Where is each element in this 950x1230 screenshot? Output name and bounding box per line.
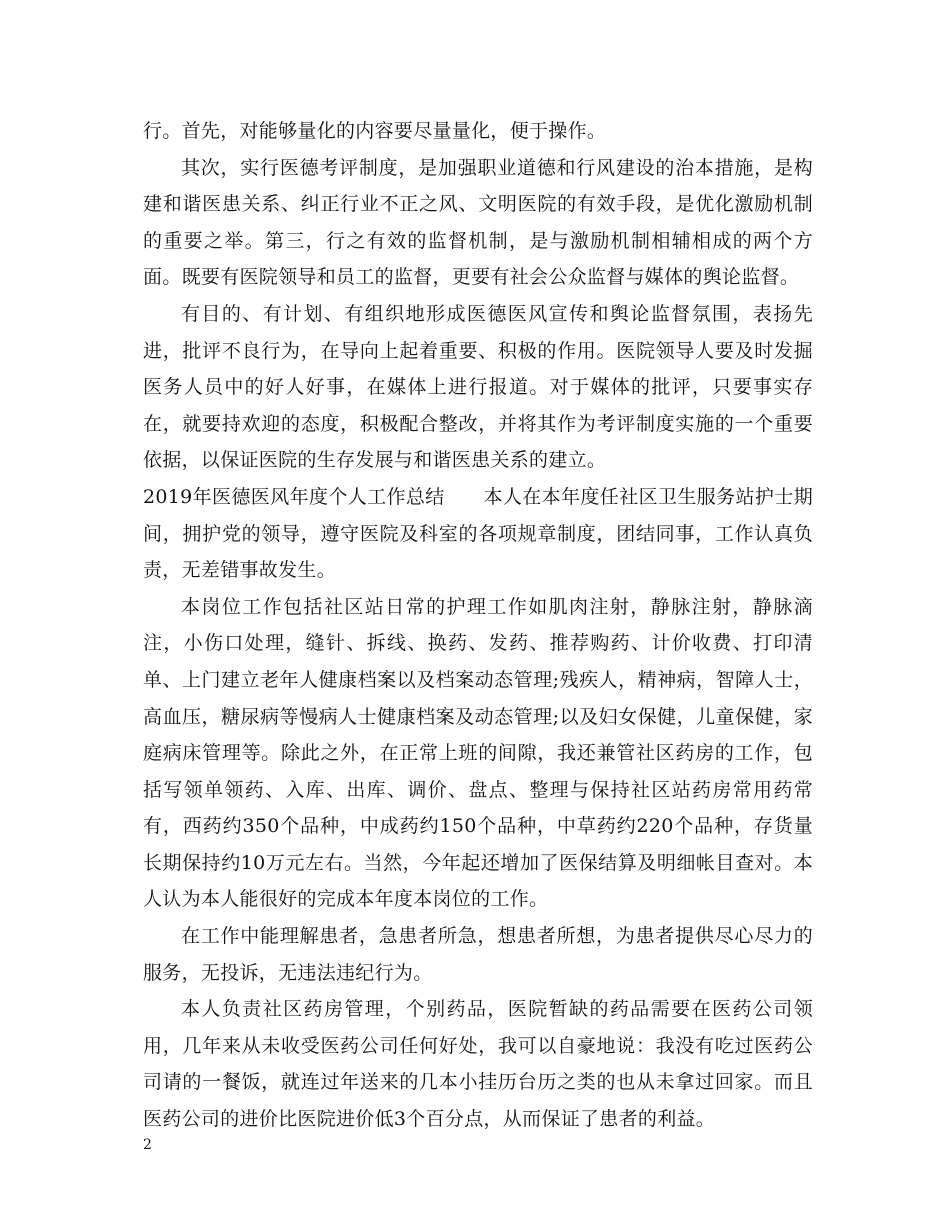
paragraph-section-heading: 2019年医德医风年度个人工作总结 本人在本年度任社区卫生服务站护士期间，拥护党的领导，遵守医院及科室的各项规章制度，团结同事，工作认真负责，无差错事故发生。 [143,485,813,582]
document-body [143,113,813,1138]
paragraph: 其次，实行医德考评制度，是加强职业道德和行风建设的治本措施，是构建和谐医患关系、纠正行业不正之风、文明医院的有效手段，是优化激励机制的重要之举。第三，行之有效的监督机制，是与激励机制相辅相成的两个方面。既要有医院领导和员工的监督，更要有社会公众监督与媒体的舆论监督。 [143,156,813,289]
paragraph: 在工作中能理解患者，急患者所急，想患者所想，为患者提供尽心尽力的服务，无投诉，无违法违纪行为。 [143,925,813,984]
page-number: 2 [143,1137,152,1153]
paragraph: 本岗位工作包括社区站日常的护理工作如肌肉注射，静脉注射，静脉滴注，小伤口处理，缝针、拆线、换药、发药、推荐购药、计价收费、打印清单、上门建立老年人健康档案以及档案动态管理;残疾人，精神病，智障人士，高血压，糖尿病等慢病人士健康档案及动态管理;以及妇女保健，儿童保健，家庭病床管理等。除此之外，在正常上班的间隙，我还兼管社区药房的工作，包括写领单领药、入库、出库、调价、盘点、整理与保持社区站药房常用药常有，西药约350个品种，中成药约150个品种，中草药约220个品种，存货量长期保持约10万元左右。当然，今年起还增加了医保结算及明细帐目查对。本人认为本人能很好的完成本年度本岗位的工作。 [143,595,813,911]
paragraph: 行。首先，对能够量化的内容要尽量量化，便于操作。 [143,120,607,142]
paragraph: 本人负责社区药房管理，个别药品，医院暂缺的药品需要在医药公司领用，几年来从未收受医药公司任何好处，我可以自豪地说：我没有吃过医药公司请的一餐饭，就连过年送来的几本小挂历台历之类的也从未拿过回家。而且医药公司的进价比医院进价低3个百分点，从而保证了患者的利益。 [143,998,813,1131]
paragraph: 有目的、有计划、有组织地形成医德医风宣传和舆论监督氛围，表扬先进，批评不良行为，在导向上起着重要、积极的作用。医院领导人要及时发掘医务人员中的好人好事，在媒体上进行报道。对于媒体的批评，只要事实存在，就要持欢迎的态度，积极配合整改，并将其作为考评制度实施的一个重要依据，以保证医院的生存发展与和谐医患关系的建立。 [143,302,813,472]
